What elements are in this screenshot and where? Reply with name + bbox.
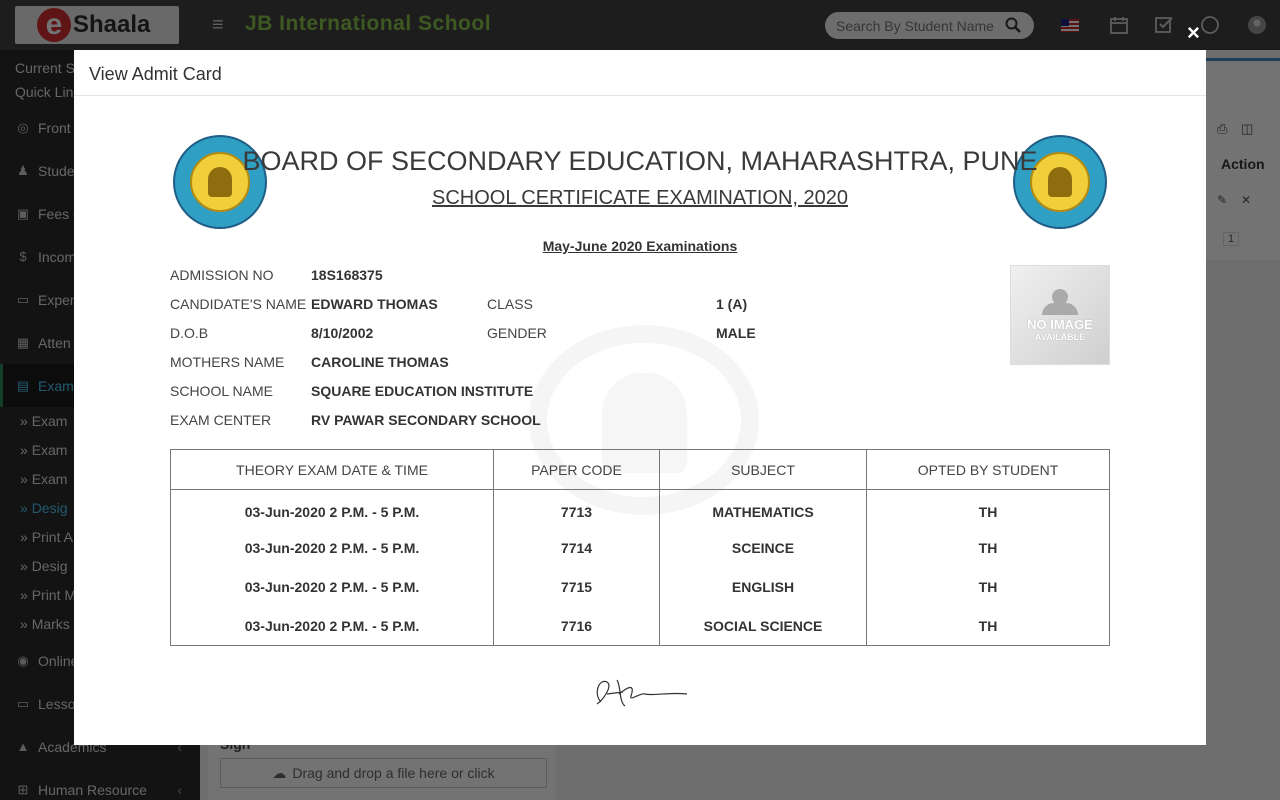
no-image-text: NO IMAGE — [1027, 316, 1093, 332]
mother-name-label: MOTHERS NAME — [170, 354, 285, 370]
people-icon — [1038, 289, 1082, 311]
principal-signature — [589, 672, 689, 712]
opted-cell: TH — [867, 490, 1110, 529]
mother-name-value: CAROLINE THOMAS — [311, 354, 449, 370]
table-row — [171, 529, 1110, 568]
student-photo-placeholder — [1010, 265, 1110, 365]
admit-card-modal — [74, 50, 1206, 745]
modal-title: View Admit Card — [74, 50, 1206, 96]
subject-cell: MATHEMATICS — [660, 490, 867, 529]
opted-cell: TH — [867, 529, 1110, 568]
table-row — [171, 568, 1110, 607]
exam-date-cell: 03-Jun-2020 2 P.M. - 5 P.M. — [171, 490, 494, 529]
paper-code-cell: 7713 — [494, 490, 660, 529]
school-name-label: SCHOOL NAME — [170, 383, 273, 399]
header-exam-date: THEORY EXAM DATE & TIME — [171, 450, 494, 490]
exam-date-cell: 03-Jun-2020 2 P.M. - 5 P.M. — [171, 568, 494, 607]
exam-title: SCHOOL CERTIFICATE EXAMINATION, 2020 — [431, 187, 848, 209]
gender-value: MALE — [716, 325, 756, 341]
paper-code-cell: 7714 — [494, 529, 660, 568]
table-row — [171, 490, 1110, 529]
exam-session: May-June 2020 Examinations — [542, 238, 738, 254]
paper-code-cell: 7715 — [494, 568, 660, 607]
exam-date-cell: 03-Jun-2020 2 P.M. - 5 P.M. — [171, 529, 494, 568]
exam-center-value: RV PAWAR SECONDARY SCHOOL — [311, 412, 541, 428]
candidate-name-label: CANDIDATE'S NAME — [170, 296, 307, 312]
header-subject: SUBJECT — [660, 450, 867, 490]
admission-no-label: ADMISSION NO — [170, 267, 274, 283]
exam-center-label: EXAM CENTER — [170, 412, 272, 428]
opted-cell: TH — [867, 568, 1110, 607]
gender-label: GENDER — [487, 325, 547, 341]
header-opted: OPTED BY STUDENT — [867, 450, 1110, 490]
class-label: CLASS — [487, 296, 533, 312]
school-name-value: SQUARE EDUCATION INSTITUTE — [311, 383, 534, 399]
exam-schedule-table — [170, 449, 1110, 646]
table-header-row — [171, 450, 1110, 490]
class-value: 1 (A) — [716, 296, 748, 312]
opted-cell: TH — [867, 607, 1110, 646]
available-text: AVAILABLE — [1034, 331, 1086, 342]
close-icon[interactable]: × — [1187, 20, 1200, 45]
candidate-name-value: EDWARD THOMAS — [311, 296, 438, 312]
admission-no-value: 18S168375 — [311, 267, 383, 283]
exam-date-cell: 03-Jun-2020 2 P.M. - 5 P.M. — [171, 607, 494, 646]
subject-cell: SOCIAL SCIENCE — [660, 607, 867, 646]
subject-cell: ENGLISH — [660, 568, 867, 607]
table-row — [171, 607, 1110, 646]
board-title: BOARD OF SECONDARY EDUCATION, MAHARASHTRA, PUNE — [242, 146, 1038, 176]
header-paper-code: PAPER CODE — [494, 450, 660, 490]
dob-label: D.O.B — [170, 325, 209, 341]
paper-code-cell: 7716 — [494, 607, 660, 646]
subject-cell: SCEINCE — [660, 529, 867, 568]
dob-value: 8/10/2002 — [311, 325, 374, 341]
